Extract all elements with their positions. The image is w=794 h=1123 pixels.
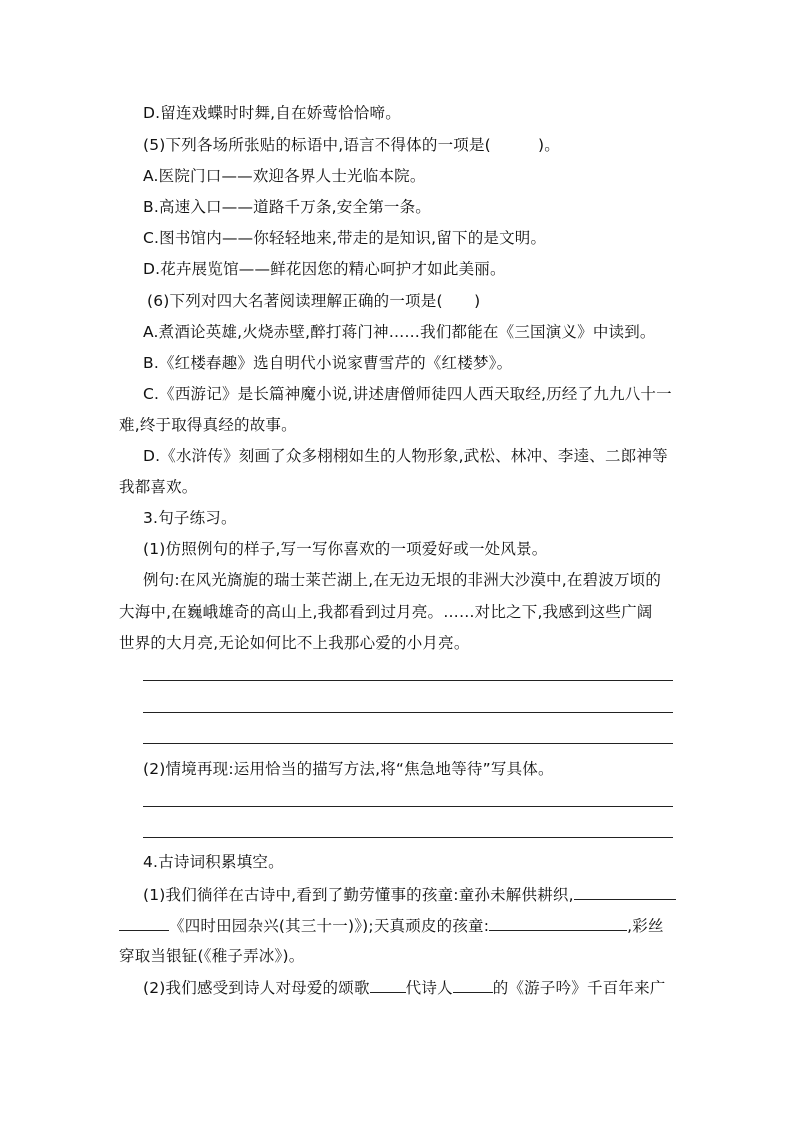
- question-6-option-b: B.《红楼春趣》选自明代小说家曹雪芹的《红楼梦》。: [143, 354, 513, 372]
- question-6-option-d-line2: 我都喜欢。: [119, 478, 198, 496]
- question-4-1-text-a: (1)我们徜徉在古诗中,看到了勤劳懂事的孩童:童孙未解供耕织,: [143, 886, 574, 904]
- question-5-option-b: B.高速入口——道路千万条,安全第一条。: [143, 198, 431, 216]
- question-4-2-text-b: 代诗人: [405, 979, 453, 997]
- answer-line-5[interactable]: [143, 837, 673, 838]
- question-4-2-line1: [143, 976, 665, 999]
- poem-blank-1b[interactable]: [119, 914, 169, 931]
- question-5-option-a: A.医院门口——欢迎各界人士光临本院。: [143, 167, 426, 185]
- question-6-option-d-line1: D.《水浒传》刻画了众多栩栩如生的人物形象,武松、林冲、李逵、二郎神等: [143, 447, 668, 465]
- question-6-option-a: A.煮酒论英雄,火烧赤壁,醉打蒋门神……我们都能在《三国演义》中读到。: [143, 323, 656, 341]
- answer-line-4[interactable]: [143, 806, 673, 807]
- example-sentence-line1: 例句:在风光旖旎的瑞士莱芒湖上,在无边无垠的非洲大沙漠中,在碧波万顷的: [143, 571, 662, 589]
- answer-line-3[interactable]: [143, 743, 673, 744]
- section-3-heading: 3.句子练习。: [143, 509, 237, 527]
- poem-blank-2[interactable]: [489, 914, 627, 931]
- question-4-1-line3: 穿取当银钲(《稚子弄冰》)。: [119, 947, 305, 965]
- question-4-1-text-b: 《四时田园杂兴(其三十一)》);天真顽皮的孩童:: [169, 917, 490, 935]
- question-6-option-c-line1: C.《西游记》是长篇神魔小说,讲述唐僧师徒四人西天取经,历经了九九八十一: [143, 385, 672, 403]
- poem-blank-poet[interactable]: [453, 976, 493, 993]
- poem-blank-dynasty[interactable]: [370, 976, 406, 993]
- question-6-stem: (6)下列对四大名著阅读理解正确的一项是( ): [147, 292, 481, 310]
- question-4-1-text-c: ,彩丝: [627, 917, 664, 935]
- answer-line-1[interactable]: [143, 680, 673, 681]
- question-3-2-stem: (2)情境再现:运用恰当的描写方法,将“焦急地等待”写具体。: [143, 760, 554, 778]
- question-4-2-text-a: (2)我们感受到诗人对母爱的颂歌: [143, 979, 370, 997]
- question-6-option-c-line2: 难,终于取得真经的故事。: [119, 416, 297, 434]
- question-5-option-d: D.花卉展览馆——鲜花因您的精心呵护才如此美丽。: [143, 260, 506, 278]
- answer-line-2[interactable]: [143, 712, 673, 713]
- question-5-option-c: C.图书馆内——你轻轻地来,带走的是知识,留下的是文明。: [143, 229, 547, 247]
- example-sentence-line3: 世界的大月亮,无论如何比不上我那心爱的小月亮。: [119, 634, 470, 652]
- question-3-1-stem: (1)仿照例句的样子,写一写你喜欢的一项爱好或一处风景。: [143, 540, 548, 558]
- question-4-2-text-c: 的《游子吟》千百年来广: [492, 979, 666, 997]
- question-4-1-line2: [119, 914, 664, 937]
- option-5d-text: D.留连戏蝶时时舞,自在娇莺恰恰啼。: [143, 104, 401, 122]
- example-sentence-line2: 大海中,在巍峨雄奇的高山上,我都看到过月亮。……对比之下,我感到这些广阔: [119, 603, 653, 621]
- section-4-heading: 4.古诗词积累填空。: [143, 853, 284, 871]
- question-5-stem: (5)下列各场所张贴的标语中,语言不得体的一项是( )。: [143, 136, 560, 154]
- poem-blank-1a[interactable]: [574, 883, 676, 900]
- question-4-1-line1: [143, 883, 676, 906]
